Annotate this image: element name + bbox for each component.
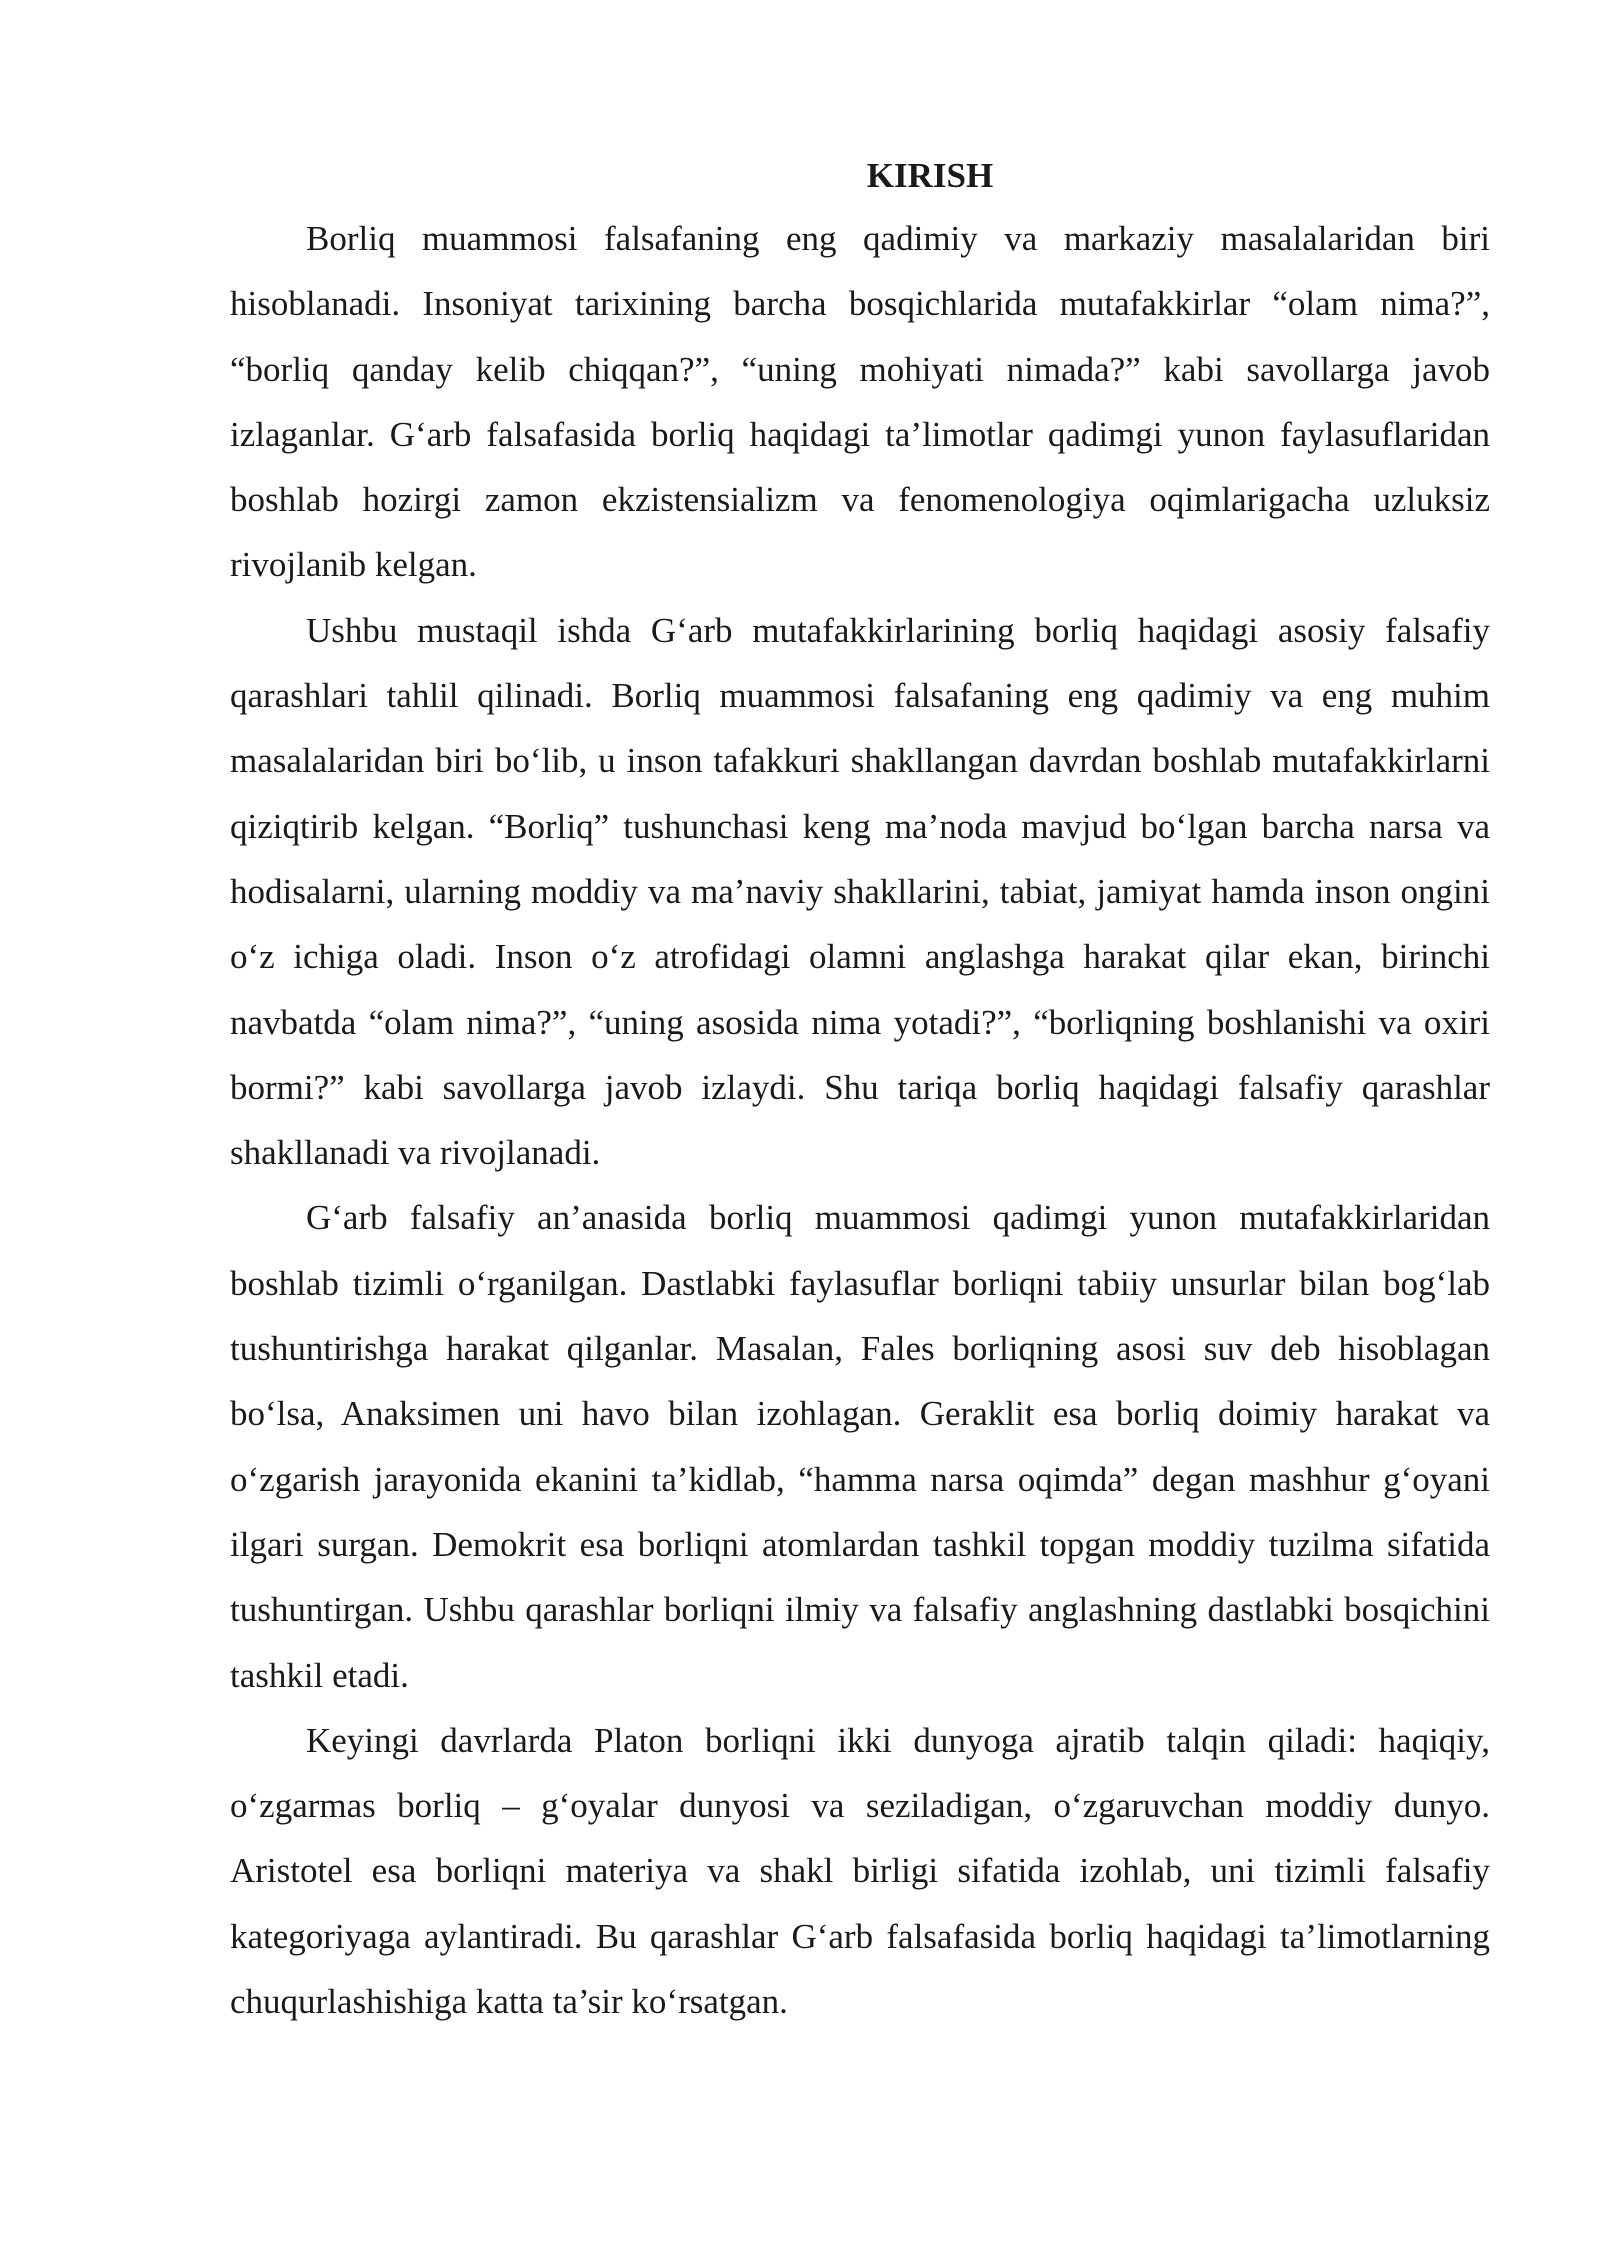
paragraph: Ushbu mustaqil ishda G‘arb mutafakkirlarining borliq haqidagi asosiy falsafiy qarashlari tahlil qilinadi. Borliq muammosi falsafaning eng qadimiy va eng muhim masalalaridan biri bo‘lib, u inson tafakkuri shakllangan davrdan boshlab mutafakkirlarni qiziqtirib kelgan. “Borliq” tushunchasi keng ma’noda mavjud bo‘lgan barcha narsa va hodisalarni, ularning moddiy va ma’naviy shakllarini, tabiat, jamiyat hamda inson ongini o‘z ichiga oladi. Inson o‘z atrofidagi olamni anglashga harakat qilar ekan, birinchi navbatda “olam nima?”, “uning asosida nima yotadi?”, “borliqning boshlanishi va oxiri bormi?” kabi savollarga javob izlaydi. Shu tariqa borliq haqidagi falsafiy qarashlar shakllanadi va rivojlanadi.	[230, 610, 1490, 1173]
document-body	[230, 150, 1490, 2034]
paragraph: G‘arb falsafiy an’anasida borliq muammosi qadimgi yunon mutafakkirlaridan boshlab tizimli o‘rganilgan. Dastlabki faylasuflar borliqni tabiiy unsurlar bilan bog‘lab tushuntirishga harakat qilganlar. Masalan, Fales borliqning asosi suv deb hisoblagan bo‘lsa, Anaksimen uni havo bilan izohlagan. Geraklit esa borliq doimiy harakat va o‘zgarish jarayonida ekanini ta’kidlab, “hamma narsa oqimda” degan mashhur g‘oyani ilgari surgan. Demokrit esa borliqni atomlardan tashkil topgan moddiy tuzilma sifatida tushuntirgan. Ushbu qarashlar borliqni ilmiy va falsafiy anglashning dastlabki bosqichini tashkil etadi.	[230, 1198, 1490, 1695]
page-title: KIRISH	[866, 156, 994, 195]
paragraph: Keyingi davrlarda Platon borliqni ikki dunyoga ajratib talqin qiladi: haqiqiy, o‘zgarmas borliq – g‘oyalar dunyosi va seziladigan, o‘zgaruvchan moddiy dunyo. Aristotel esa borliqni materiya va shakl birligi sifatida izohlab, uni tizimli falsafiy kategoriyaga aylantiradi. Bu qarashlar G‘arb falsafasida borliq haqidagi ta’limotlarning chuqurlashishiga katta ta’sir ko‘rsatgan.	[230, 1720, 1490, 2022]
paragraph: Borliq muammosi falsafaning eng qadimiy va markaziy masalalaridan biri hisoblanadi. Insoniyat tarixining barcha bosqichlarida mutafakkirlar “olam nima?”, “borliq qanday kelib chiqqan?”, “uning mohiyati nimada?” kabi savollarga javob izlaganlar. G‘arb falsafasida borliq haqidagi ta’limotlar qadimgi yunon faylasuflaridan boshlab hozirgi zamon ekzistensializm va fenomenologiya oqimlarigacha uzluksiz rivojlanib kelgan.	[230, 219, 1490, 585]
